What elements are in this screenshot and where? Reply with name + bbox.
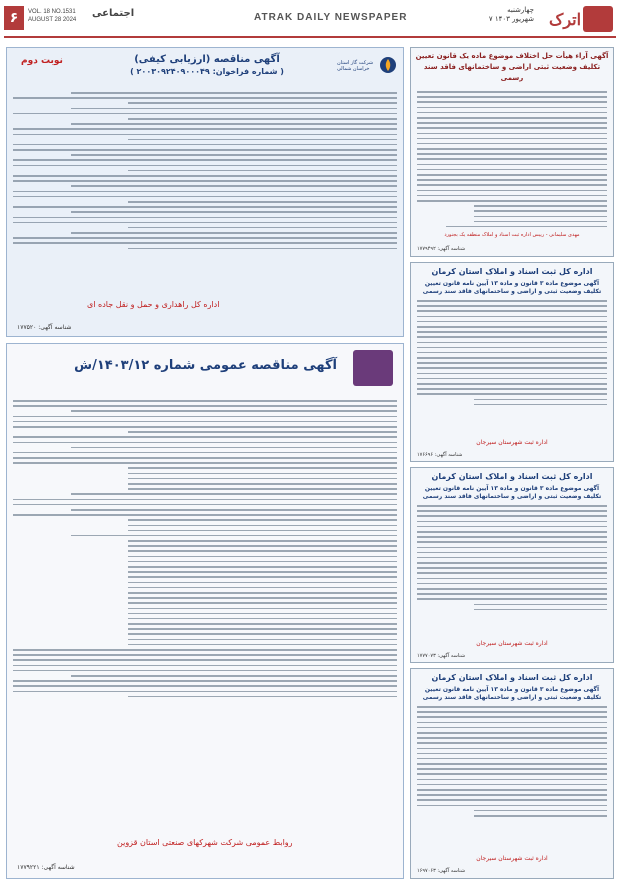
notice-1: آگهی آراء هیأت حل اختلاف موضوع ماده یک قانون تعیین تکلیف وضعیت ثبتی اراضی و ساختمانهای فاقد سند رسمی مهدی سلیمانی - رییس اداره ثبت اسناد و املاک منطقه یک بجنورد شناسه آگهی: ۱۷۷۹۴۹۲ xyxy=(410,47,614,257)
notice-3: اداره کل ثبت اسناد و املاک استان کرمان آگهی موضوع ماده ۳ قانون و ماده ۱۳ آیین نامه قانون تعیین تکلیف وضعیت ثبتی و اراضی و ساختمانهای فاقد سند رسمی اداره ثبت شهرستان سیرجان شناسه آگهی: ۱۷۷۷۰۷۳ xyxy=(410,467,614,663)
notice-4: اداره کل ثبت اسناد و املاک استان کرمان آگهی موضوع ماده ۳ قانون و ماده ۱۳ آیین نامه قانون تعیین تکلیف وضعیت ثبتی و اراضی و ساختمانهای فاقد سند رسمی اداره ثبت شهرستان سیرجان شناسه آگهی: ۱۶۹۷۰۶۳ xyxy=(410,668,614,879)
ad-id: شناسه آگهی: ۱۷۶۶۹۶ xyxy=(417,452,463,458)
tender-body xyxy=(7,396,403,705)
gas-company-logo: شرکت گاز استان خراسان شمالی xyxy=(337,54,397,78)
tender-title: آگهی مناقصه عمومی شماره ۱۴۰۳/۱۲/ش xyxy=(74,358,337,373)
notice-signature: اداره ثبت شهرستان سیرجان xyxy=(476,640,548,647)
tender-body xyxy=(7,88,403,257)
section-title: اجتماعی xyxy=(92,8,135,19)
notice-signature: اداره ثبت شهرستان سیرجان xyxy=(476,855,548,862)
ad-id: شناسه آگهی: ۱۷۷۷۰۷۳ xyxy=(417,653,466,659)
tender-number: ( شماره فراخوان: ۲۰۰۳۰۹۲۴۰۹۰۰۰۴۹ ) xyxy=(130,67,284,76)
page-header xyxy=(4,4,616,38)
notice-2: اداره کل ثبت اسناد و املاک استان کرمان آگهی موضوع ماده ۳ قانون و ماده ۱۳ آیین نامه قانون تعیین تکلیف وضعیت ثبتی و اراضی و ساختمانهای فاقد سند رسمی اداره ثبت شهرستان سیرجان شناسه آگهی: ۱۷۶۶۹۶ xyxy=(410,262,614,462)
tender-signature: اداره کل راهداری و حمل و نقل جاده ای xyxy=(87,300,220,309)
volume-info: VOL. 18 NO.1531 AUGUST 28 2024 xyxy=(28,9,77,23)
tender-signature: روابط عمومی شرکت شهرکهای صنعتی استان قزوین xyxy=(117,838,293,847)
svg-text:اترک: اترک xyxy=(549,10,582,29)
ad-id: شناسه آگهی: ۱۷۷۵۲۰ xyxy=(17,324,72,331)
paper-name: ATRAK DAILY NEWSPAPER xyxy=(254,12,408,23)
round-label: نوبت دوم xyxy=(21,56,63,66)
tender-industrial-panel xyxy=(6,343,404,879)
gas-flame-icon xyxy=(379,56,397,74)
ad-id: شناسه آگهی: ۱۷۷۹۴۹۲ xyxy=(417,246,466,252)
page-number: ۶ xyxy=(4,6,24,30)
notice-signature: اداره ثبت شهرستان سیرجان xyxy=(476,439,548,446)
date-fa: چهارشنبه ۷ شهریور ۱۴۰۳ xyxy=(488,6,534,23)
atrak-logo-icon xyxy=(539,4,615,34)
tender-title: آگهی مناقصه (ارزیابی کیفی) xyxy=(134,54,280,65)
industrial-towns-logo-icon xyxy=(353,350,393,386)
ad-id: شناسه آگهی: ۱۷۷۹۲۲۱ xyxy=(17,864,75,871)
notice-signature: مهدی سلیمانی - رییس اداره ثبت اسناد و املاک منطقه یک بجنورد xyxy=(444,232,580,238)
ad-id: شناسه آگهی: ۱۶۹۷۰۶۳ xyxy=(417,868,466,874)
tender-gas-panel xyxy=(6,47,404,337)
